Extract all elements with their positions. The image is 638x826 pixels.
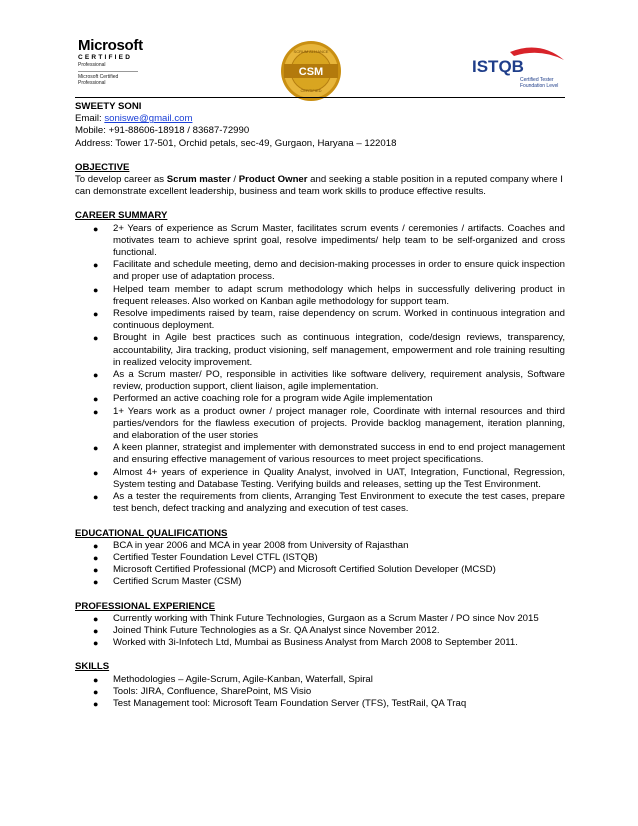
list-item xyxy=(75,576,565,588)
microsoft-logo-sub2: Professional xyxy=(78,80,106,86)
list-item-text: A keen planner, strategist and implementer with demonstrated success in end to end project management and ensuring effective management of various resources to meet project specifications. xyxy=(113,442,565,466)
bullet-icon: ● xyxy=(93,552,99,563)
istqb-logo-sub2: Foundation Level xyxy=(520,83,559,89)
bullet-icon: ● xyxy=(93,625,99,636)
csm-seal-text: CSM xyxy=(298,66,324,78)
bullet-icon: ● xyxy=(93,333,99,344)
candidate-name: SWEETY SONI xyxy=(75,101,142,112)
list-item-text: 2+ Years of experience as Scrum Master, facilitates scrum events / ceremonies / artifacts. Coaches and motivates team to achieve sprint goal, resolve impediments/ help team to be self-organized and cross functional. xyxy=(113,222,565,259)
list-item xyxy=(75,406,565,443)
career-summary-list xyxy=(75,223,565,516)
bullet-icon: ● xyxy=(93,540,99,551)
istqb-logo-sub1: Certified Tester xyxy=(520,77,554,83)
list-item-text: Test Management tool: Microsoft Team Foundation Server (TFS), TestRail, QA Traq xyxy=(113,697,467,709)
objective-heading: OBJECTIVE xyxy=(75,161,130,173)
list-item xyxy=(75,625,565,637)
list-item xyxy=(75,491,565,515)
bullet-icon: ● xyxy=(93,698,99,709)
list-item-text: Almost 4+ years of experience in Quality Analyst, involved in UAT, Integration, Functional, Regression, System testing and Database Testing. Verifying builds and releases, setting up the Test Environment. xyxy=(113,466,565,490)
email-link[interactable]: soniswe@gmail.com xyxy=(104,113,193,125)
list-item xyxy=(75,564,565,576)
objective-role-scrum-master: Scrum master xyxy=(166,174,231,186)
csm-seal-ring-bottom: CERTIFIED xyxy=(300,88,322,93)
microsoft-logo-sub1: Microsoft Certified xyxy=(78,74,119,80)
bullet-icon: ● xyxy=(93,309,99,320)
objective-text xyxy=(75,174,565,198)
list-item xyxy=(75,223,565,260)
list-item xyxy=(75,552,565,564)
istqb-logo-word: ISTQB xyxy=(472,57,524,76)
list-item xyxy=(75,698,565,710)
microsoft-certified-logo xyxy=(78,38,168,96)
experience-list xyxy=(75,613,565,650)
bullet-icon: ● xyxy=(93,284,99,295)
list-item-text: Certified Tester Foundation Level CTFL (ISTQB) xyxy=(113,551,318,563)
resume-content xyxy=(75,101,565,710)
career-summary-heading: CAREER SUMMARY xyxy=(75,210,168,222)
microsoft-logo-rule xyxy=(78,71,138,72)
email-line xyxy=(75,113,565,125)
list-item xyxy=(75,442,565,466)
bullet-icon: ● xyxy=(93,443,99,454)
objective-post: and seeking a stable position in a reputed company where I can demonstrate excellent leadership, business and team work skills to produce effective results. xyxy=(75,174,563,198)
list-item xyxy=(75,308,565,332)
list-item xyxy=(75,674,565,686)
experience-heading: PROFESSIONAL EXPERIENCE xyxy=(75,600,216,612)
list-item-text: Joined Think Future Technologies as a Sr. QA Analyst since November 2012. xyxy=(113,624,440,636)
list-item-text: Certified Scrum Master (CSM) xyxy=(113,576,242,588)
spacer xyxy=(75,198,565,210)
spacer xyxy=(75,649,565,661)
list-item-text: Worked with 3i-Infotech Ltd, Mumbai as Business Analyst from March 2008 to September 2011. xyxy=(113,637,518,649)
list-item xyxy=(75,637,565,649)
spacer xyxy=(75,150,565,162)
spacer xyxy=(75,516,565,528)
list-item-text: Facilitate and schedule meeting, demo and decision-making processes in order to ensure quick inspection and proper use of adaptation process. xyxy=(113,259,565,283)
list-item-text: 1+ Years work as a product owner / project manager role, Coordinate with internal resources and third parties/vendors for the flawless execution of projects. Provide backlog management, iteration planning, and elaboration of the user stories xyxy=(113,405,565,442)
list-item-text: Brought in Agile best practices such as continuous integration, code/design reviews, transparency, accountability, Jira tracking, product visioning, self management, empowerment and role training resulting in realized velocity improvement. xyxy=(113,332,565,368)
list-item-text: Methodologies – Agile-Scrum, Agile-Kanban, Waterfall, Spiral xyxy=(113,673,373,685)
bullet-icon: ● xyxy=(93,638,99,649)
list-item xyxy=(75,369,565,393)
bullet-icon: ● xyxy=(93,565,99,576)
microsoft-logo-word: Microsoft xyxy=(78,37,143,54)
microsoft-logo-professional: Professional xyxy=(78,62,106,68)
mobile-line: Mobile: +91-88606-18918 / 83687-72990 xyxy=(75,125,250,137)
education-heading: EDUCATIONAL QUALIFICATIONS xyxy=(75,527,228,539)
email-label: Email: xyxy=(75,113,105,125)
bullet-icon: ● xyxy=(93,394,99,405)
list-item xyxy=(75,332,565,369)
bullet-icon: ● xyxy=(93,370,99,381)
list-item xyxy=(75,613,565,625)
bullet-icon: ● xyxy=(93,613,99,624)
csm-seal-logo xyxy=(280,40,342,102)
bullet-icon: ● xyxy=(93,674,99,685)
list-item-text: Microsoft Certified Professional (MCP) and Microsoft Certified Solution Developer (MCSD) xyxy=(113,564,496,576)
list-item xyxy=(75,259,565,283)
objective-pre: To develop career as xyxy=(75,174,167,186)
list-item-text: As a tester the requirements from clients, Arranging Test Environment to execute the test cases, prepare test bench, defect tracking and analyzing and execution of test cases. xyxy=(113,491,565,515)
list-item-text: As a Scrum master/ PO, responsible in activities like software delivery, requirement analysis, Software review, production support, client liaison, agile implementation. xyxy=(113,369,565,393)
bullet-icon: ● xyxy=(93,492,99,503)
list-item-text: Performed an active coaching role for a program wide Agile implementation xyxy=(113,393,433,405)
microsoft-logo-certified: CERTIFIED xyxy=(78,54,133,61)
csm-seal-ring-top: SCRUM ALLIANCE xyxy=(293,49,329,54)
list-item xyxy=(75,284,565,308)
objective-role-product-owner: Product Owner xyxy=(238,174,308,186)
list-item-text: Resolve impediments raised by team, raise dependency on scrum. Worked in continuous integration and continuous deployment. xyxy=(113,308,565,332)
address-line: Address: Tower 17-501, Orchid petals, sec-49, Gurgaon, Haryana – 122018 xyxy=(75,137,397,149)
education-list xyxy=(75,540,565,589)
list-item-text: Helped team member to adapt scrum methodology which helps in successfully delivering product in frequent releases. Also worked on Kanban agile methodology for support team. xyxy=(113,283,565,307)
list-item xyxy=(75,686,565,698)
list-item-text: BCA in year 2006 and MCA in year 2008 from University of Rajasthan xyxy=(113,539,409,551)
bullet-icon: ● xyxy=(93,260,99,271)
bullet-icon: ● xyxy=(93,467,99,478)
list-item xyxy=(75,467,565,491)
header-divider xyxy=(75,97,565,98)
list-item xyxy=(75,540,565,552)
bullet-icon: ● xyxy=(93,686,99,697)
list-item-text: Tools: JIRA, Confluence, SharePoint, MS Visio xyxy=(113,685,312,697)
list-item-text: Currently working with Think Future Technologies, Gurgaon as a Scrum Master / PO since Nov 2015 xyxy=(113,612,539,624)
skills-list xyxy=(75,674,565,711)
bullet-icon: ● xyxy=(93,577,99,588)
istqb-logo xyxy=(470,42,566,92)
spacer xyxy=(75,589,565,601)
list-item xyxy=(75,393,565,405)
bullet-icon: ● xyxy=(93,406,99,417)
bullet-icon: ● xyxy=(93,223,99,234)
skills-heading: SKILLS xyxy=(75,661,110,673)
objective-sep: / xyxy=(230,174,239,186)
